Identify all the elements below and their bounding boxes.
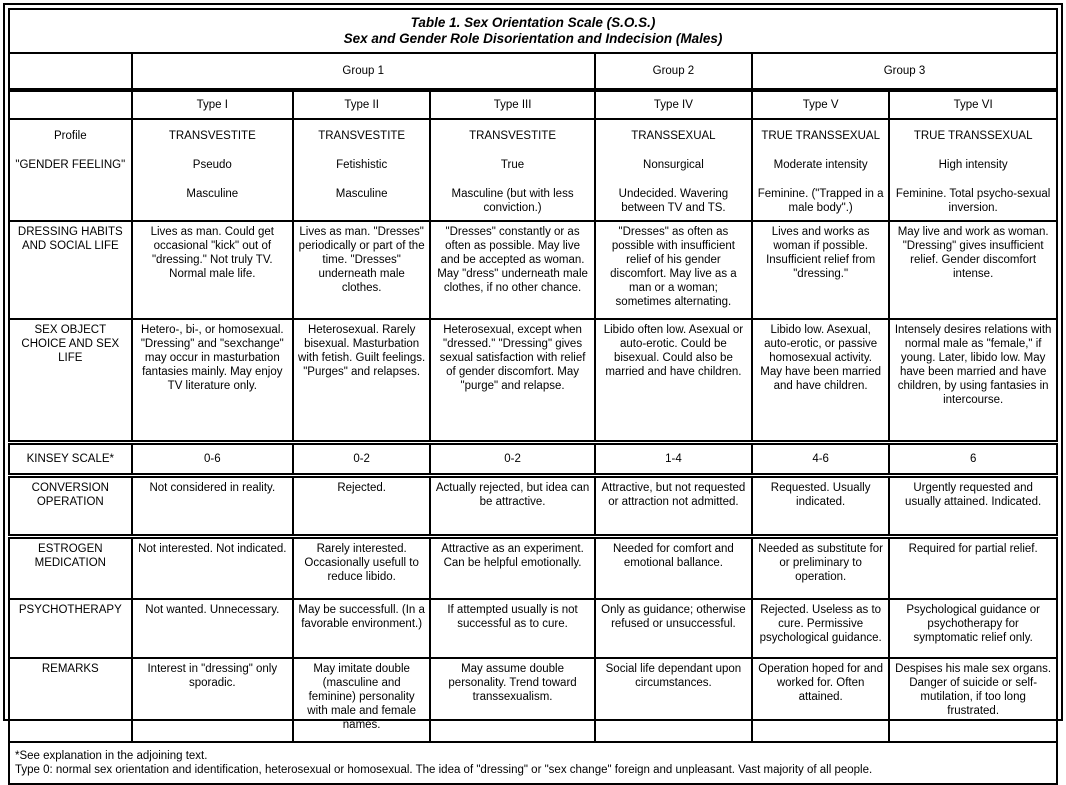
profile-cell-type-4: [595, 119, 752, 221]
conversion-cell-type-4: Attractive, but not requested or attraction not admitted.: [595, 476, 752, 537]
type-4-header: Type IV: [595, 90, 752, 119]
sex-object-row: [9, 319, 1057, 443]
table-title-line2: Sex and Gender Role Disorientation and Indecision (Males): [343, 31, 723, 46]
sexobj-cell-type-5: Libido low. Asexual, auto-erotic, or passive homosexual activity. May have been married and have children.: [752, 319, 889, 443]
subtype: Pseudo: [192, 159, 232, 172]
psychotherapy-cell-type-3: If attempted usually is not successful as to cure.: [430, 599, 595, 658]
estrogen-cell-type-3: Attractive as an experiment. Can be helpful emotionally.: [430, 537, 595, 600]
footnote-line-1: *See explanation in the adjoining text.: [15, 749, 208, 762]
gender-feeling: Undecided. Wavering between TV and TS.: [618, 188, 729, 215]
conversion-cell-type-2: Rejected.: [293, 476, 430, 537]
profile-cell-type-6: [889, 119, 1057, 221]
profile-label-stack: [14, 123, 127, 172]
row-label-psychotherapy: PSYCHOTHERAPY: [9, 599, 132, 658]
profile-label-line2: "GENDER FEELING": [15, 159, 126, 172]
dressing-cell-type-3: "Dresses" constantly or as often as possible. May live and be accepted as woman. May "dress" underneath male clothes, if no other chance.: [430, 221, 595, 319]
estrogen-cell-type-6: Required for partial relief.: [889, 537, 1057, 600]
psychotherapy-cell-type-6: Psychological guidance or psychotherapy for symptomatic relief only.: [889, 599, 1057, 658]
gender-feeling: Masculine: [186, 188, 239, 201]
remarks-cell-type-3: May assume double personality. Trend toward transsexualism.: [430, 658, 595, 742]
kinsey-cell-type-5: 4-6: [752, 443, 889, 476]
conversion-cell-type-3: Actually rejected, but idea can be attractive.: [430, 476, 595, 537]
table-title-line1: Table 1. Sex Orientation Scale (S.O.S.): [410, 14, 656, 30]
sexobj-cell-type-4: Libido often low. Asexual or auto-erotic. Could be bisexual. Could also be married and have children.: [595, 319, 752, 443]
dressing-cell-type-2: Lives as man. "Dresses" periodically or part of the time. "Dresses" underneath male clothes.: [293, 221, 430, 319]
gender-feeling: Feminine. ("Trapped in a male body".): [757, 188, 884, 215]
remarks-row: [9, 658, 1057, 742]
psychotherapy-row: [9, 599, 1057, 658]
kinsey-cell-type-3: 0-2: [430, 443, 595, 476]
dressing-cell-type-4: "Dresses" as often as possible with insufficient relief of his gender discomfort. May live as a man or a woman; sometimes alternating.: [595, 221, 752, 319]
sexobj-cell-type-3: Heterosexual, except when "dressed." "Dressing" gives sexual satisfaction with relief of gender discomfort. May "purge" and relapse.: [430, 319, 595, 443]
conversion-cell-type-1: Not considered in reality.: [132, 476, 293, 537]
kinsey-cell-type-6: 6: [889, 443, 1057, 476]
profile-cell-type-3: [430, 119, 595, 221]
type-5-header: Type V: [752, 90, 889, 119]
designation: TRANSVESTITE: [168, 130, 256, 142]
row-label-estrogen-medication: ESTROGEN MEDICATION: [9, 537, 132, 600]
estrogen-cell-type-2: Rarely interested. Occasionally usefull to reduce libido.: [293, 537, 430, 600]
row-label-kinsey-scale: KINSEY SCALE*: [9, 443, 132, 476]
sexobj-cell-type-1: Hetero-, bi-, or homosexual. "Dressing" and "sexchange" may occur in masturbation fantasies mainly. May enjoy TV literature only.: [132, 319, 293, 443]
psychotherapy-cell-type-1: Not wanted. Unnecessary.: [132, 599, 293, 658]
table-title: [9, 9, 1057, 53]
gender-feeling: Masculine: [335, 188, 388, 201]
psychotherapy-cell-type-4: Only as guidance; otherwise refused or unsuccessful.: [595, 599, 752, 658]
remarks-cell-type-4: Social life dependant upon circumstances.: [595, 658, 752, 742]
profile-row: [9, 119, 1057, 221]
remarks-cell-type-6: Despises his male sex organs. Danger of suicide or self-mutilation, if too long frustrated.: [889, 658, 1057, 742]
designation: TRANSSEXUAL: [631, 130, 716, 142]
kinsey-cell-type-1: 0-6: [132, 443, 293, 476]
estrogen-cell-type-4: Needed for comfort and emotional ballance.: [595, 537, 752, 600]
subtype: Fetishistic: [336, 159, 388, 172]
kinsey-scale-row: [9, 443, 1057, 476]
kinsey-cell-type-2: 0-2: [293, 443, 430, 476]
remarks-cell-type-2: May imitate double (masculine and feminine) personality with male and female names.: [293, 658, 430, 742]
gender-feeling: Masculine (but with less conviction.): [451, 188, 574, 215]
type-row-corner-cell: [9, 90, 132, 119]
dressing-cell-type-6: May live and work as woman. "Dressing" gives insufficient relief. Gender discomfort intense.: [889, 221, 1057, 319]
remarks-cell-type-1: Interest in "dressing" only sporadic.: [132, 658, 293, 742]
subtype: High intensity: [938, 159, 1008, 172]
conversion-operation-row: [9, 476, 1057, 537]
profile-cell-type-5: [752, 119, 889, 221]
dressing-cell-type-5: Lives and works as woman if possible. Insufficient relief from "dressing.": [752, 221, 889, 319]
subtype: Moderate intensity: [773, 159, 868, 172]
remarks-cell-type-5: Operation hoped for and worked for. Often attained.: [752, 658, 889, 742]
row-label-conversion-operation: CONVERSION OPERATION: [9, 476, 132, 537]
row-label-remarks: REMARKS: [9, 658, 132, 742]
conversion-cell-type-6: Urgently requested and usually attained. Indicated.: [889, 476, 1057, 537]
corner-cell: [9, 53, 132, 90]
sexobj-cell-type-6: Intensely desires relations with normal male as "female," if young. Later, libido low. May have been married and have children, by using fantasies in intercourse.: [889, 319, 1057, 443]
psychotherapy-cell-type-2: May be successfull. (In a favorable environment.): [293, 599, 430, 658]
designation: TRUE TRANSSEXUAL: [761, 130, 880, 142]
group-2-header: Group 2: [595, 53, 752, 90]
group-3-header: Group 3: [752, 53, 1057, 90]
sex-orientation-scale-table: [8, 8, 1058, 785]
kinsey-cell-type-4: 1-4: [595, 443, 752, 476]
profile-cell-type-1: [132, 119, 293, 221]
footnote-row: [9, 742, 1057, 784]
estrogen-cell-type-5: Needed as substitute for or preliminary to operation.: [752, 537, 889, 600]
designation: TRUE TRANSSEXUAL: [913, 130, 1033, 142]
row-label-sex-object: SEX OBJECT CHOICE AND SEX LIFE: [9, 319, 132, 443]
dressing-habits-row: [9, 221, 1057, 319]
type-6-header: Type VI: [889, 90, 1057, 119]
conversion-cell-type-5: Requested. Usually indicated.: [752, 476, 889, 537]
estrogen-cell-type-1: Not interested. Not indicated.: [132, 537, 293, 600]
designation: TRANSVESTITE: [469, 130, 556, 142]
table-outer-border: [3, 3, 1063, 776]
gender-feeling: Feminine. Total psycho-sexual inversion.: [895, 188, 1051, 215]
row-label-profile: [9, 119, 132, 221]
type-header-row: [9, 90, 1057, 119]
estrogen-medication-row: [9, 537, 1057, 600]
subtype: True: [500, 159, 525, 172]
footnote-line-2: Type 0: normal sex orientation and identification, heterosexual or homosexual. The idea of "dressing" or "sex change" foreign and unpleasant. Vast majority of all people.: [15, 764, 873, 776]
dressing-cell-type-1: Lives as man. Could get occasional "kick" out of "dressing." Not truly TV. Normal male life.: [132, 221, 293, 319]
designation: TRANSVESTITE: [318, 130, 406, 142]
type-3-header: Type III: [430, 90, 595, 119]
type-1-header: Type I: [132, 90, 293, 119]
group-header-row: [9, 53, 1057, 90]
profile-label-line1: Profile: [54, 130, 87, 142]
type-2-header: Type II: [293, 90, 430, 119]
psychotherapy-cell-type-5: Rejected. Useless as to cure. Permissive psychological guidance.: [752, 599, 889, 658]
sexobj-cell-type-2: Heterosexual. Rarely bisexual. Masturbation with fetish. Guilt feelings. "Purges" and relapses.: [293, 319, 430, 443]
group-1-header: Group 1: [132, 53, 595, 90]
title-row: [9, 9, 1057, 53]
footnotes: [9, 742, 1057, 784]
row-label-dressing-habits: DRESSING HABITS AND SOCIAL LIFE: [9, 221, 132, 319]
subtype: Nonsurgical: [643, 159, 704, 172]
profile-cell-type-2: [293, 119, 430, 221]
